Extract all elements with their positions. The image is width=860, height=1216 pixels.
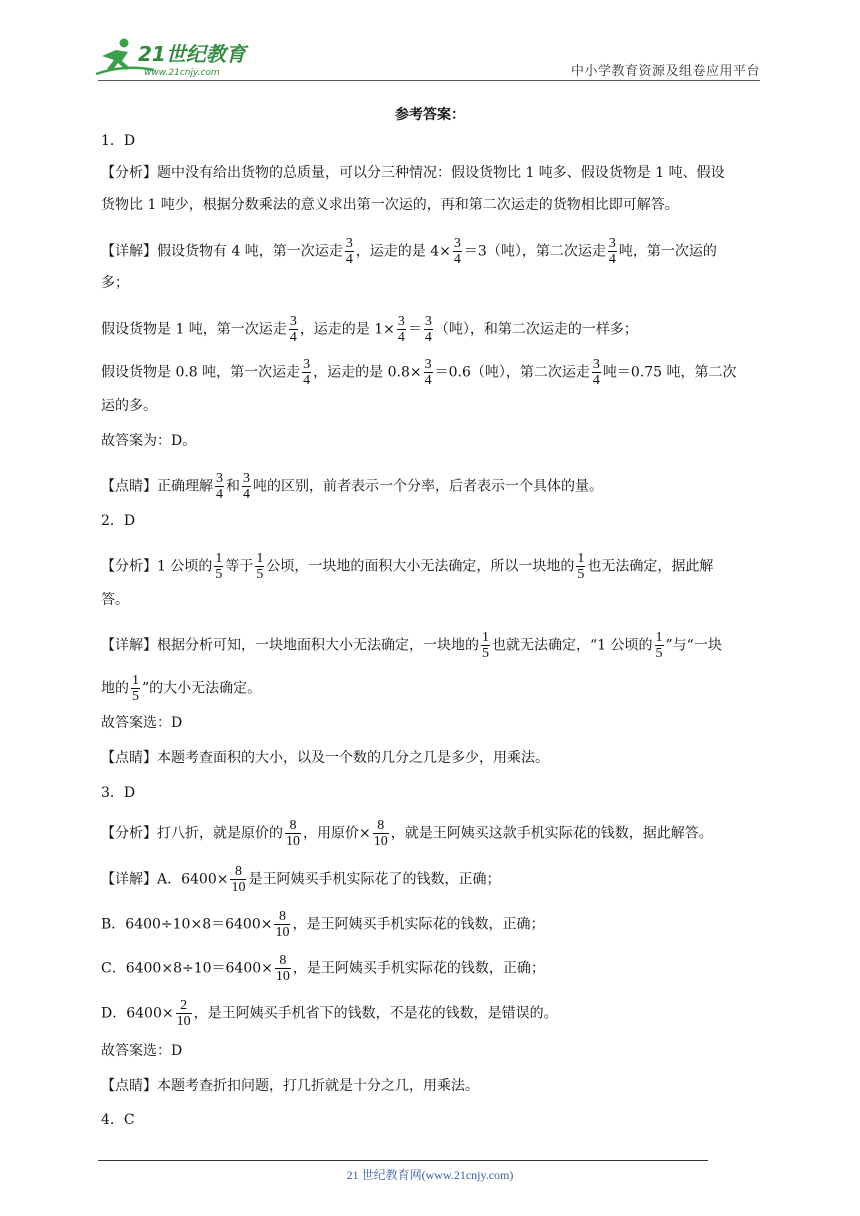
fraction: $\frac{3}{4}$ bbox=[424, 357, 432, 388]
fraction: $\frac{1}{5}$ bbox=[482, 630, 489, 661]
site-logo bbox=[94, 34, 264, 80]
q1-detail-3-cont: 运的多。 bbox=[101, 398, 157, 414]
fraction: $\frac{3}{4}$ bbox=[345, 236, 353, 267]
q2-detail: 【详解】根据分析可知，一块地面积大小无法确定，一块地的 $\frac{1}{5}$ 也就无法确定，“1 公顷的 $\frac{1}{5}$ ”与“一块 bbox=[101, 630, 722, 661]
q1-conclusion: 故答案为：D。 bbox=[101, 433, 197, 449]
q3-conclusion: 故答案选：D bbox=[101, 1043, 183, 1059]
fraction: $\frac{3}{4}$ bbox=[289, 314, 297, 345]
fraction: $\frac{1}{5}$ bbox=[655, 630, 663, 661]
fraction: $\frac{3}{4}$ bbox=[424, 314, 432, 345]
fraction: $\frac{3}{4}$ bbox=[216, 471, 223, 502]
fraction: $\frac{3}{4}$ bbox=[608, 236, 616, 267]
q3-detail-b: B．6400÷10×8＝6400× $\frac{8}{10}$ ，是王阿姨买手机实际花的钱数，正确； bbox=[101, 909, 545, 940]
fraction: $\frac{8}{10}$ bbox=[231, 864, 246, 895]
fraction: $\frac{1}{5}$ bbox=[577, 551, 585, 582]
q3-answer: 3．D bbox=[101, 785, 136, 801]
q3-key-point: 【点睛】本题考查折扣问题，打几折就是十分之几，用乘法。 bbox=[101, 1078, 479, 1094]
page-title: 参考答案： bbox=[395, 107, 465, 123]
header-platform-text: 中小学教育资源及组卷应用平台 bbox=[570, 64, 760, 79]
fraction: $\frac{8}{10}$ bbox=[275, 909, 290, 940]
q1-detail-1-cont: 多； bbox=[101, 275, 129, 291]
q1-detail-1: 【详解】假设货物有 4 吨，第一次运走 $\frac{3}{4}$ ，运走的是 4× $\frac{3}{4}$ ＝3（吨），第二次运走 $\frac{3}{4}$ 吨，第一次运的 bbox=[101, 236, 717, 267]
q2-key-point: 【点睛】本题考查面积的大小，以及一个数的几分之几是多少，用乘法。 bbox=[101, 750, 549, 766]
q2-conclusion: 故答案选：D bbox=[101, 715, 183, 731]
svg-text:21世纪教育: 21世纪教育 bbox=[138, 42, 246, 66]
fraction: $\frac{3}{4}$ bbox=[453, 236, 461, 267]
q1-detail-3: 假设货物是 0.8 吨，第一次运走 $\frac{3}{4}$ ，运走的是 0.8× $\frac{3}{4}$ ＝0.6（吨），第二次运走 $\frac{3}{4}$ 吨＝0.75 吨，第二次 bbox=[101, 357, 737, 388]
q3-detail-d: D．6400× $\frac{2}{10}$ ，是王阿姨买手机省下的钱数，不是花的钱数，是错误的。 bbox=[101, 998, 558, 1029]
q2-analysis: 【分析】1 公顷的 $\frac{1}{5}$ 等于 $\frac{1}{5}$ 公顷，一块地的面积大小无法确定，所以一块地的 $\frac{1}{5}$ 也无法确定，据此解 bbox=[101, 551, 714, 582]
q3-analysis: 【分析】打八折，就是原价的 $\frac{8}{10}$ ，用原价× $\frac{8}{10}$ ，就是王阿姨买这款手机实际花的钱数，据此解答。 bbox=[101, 818, 713, 849]
fraction: $\frac{1}{5}$ bbox=[215, 551, 223, 582]
q3-detail-a: 【详解】A．6400× $\frac{8}{10}$ 是王阿姨买手机实际花了的钱数，正确； bbox=[101, 864, 501, 895]
footer-divider bbox=[98, 1160, 708, 1161]
q1-answer: 1．D bbox=[101, 133, 136, 149]
fraction: $\frac{3}{4}$ bbox=[303, 357, 311, 388]
header-divider bbox=[98, 80, 760, 81]
fraction: $\frac{1}{5}$ bbox=[256, 551, 264, 582]
fraction: $\frac{3}{4}$ bbox=[243, 471, 250, 502]
svg-text:www.21cnjy.com: www.21cnjy.com bbox=[144, 68, 220, 78]
q2-analysis-cont: 答。 bbox=[101, 592, 129, 608]
fraction: $\frac{8}{10}$ bbox=[286, 818, 300, 849]
q1-analysis-cont: 货物比 1 吨少，根据分数乘法的意义求出第一次运的，再和第二次运走的货物相比即可解答。 bbox=[101, 197, 679, 213]
q2-answer: 2．D bbox=[101, 513, 136, 529]
fraction: $\frac{1}{5}$ bbox=[132, 673, 139, 704]
fraction: $\frac{2}{10}$ bbox=[176, 998, 191, 1029]
q1-key-point: 【点睛】正确理解 $\frac{3}{4}$ 和 $\frac{3}{4}$ 吨的区别，前者表示一个分率，后者表示一个具体的量。 bbox=[101, 471, 603, 502]
q1-detail-2: 假设货物是 1 吨，第一次运走 $\frac{3}{4}$ ，运走的是 1× $\frac{3}{4}$ ＝ $\frac{3}{4}$ （吨），和第二次运走的一样多； bbox=[101, 314, 638, 345]
footer-text[interactable]: 21 世纪教育网(www.21cnjy.com) bbox=[346, 1168, 514, 1182]
fraction: $\frac{3}{4}$ bbox=[592, 357, 600, 388]
fraction: $\frac{8}{10}$ bbox=[373, 818, 388, 849]
q2-detail-cont: 地的 $\frac{1}{5}$ ”的大小无法确定。 bbox=[101, 673, 262, 704]
fraction: $\frac{3}{4}$ bbox=[397, 314, 405, 345]
q4-answer: 4．C bbox=[101, 1112, 135, 1128]
fraction: $\frac{8}{10}$ bbox=[275, 953, 290, 984]
q3-detail-c: C．6400×8÷10＝6400× $\frac{8}{10}$ ，是王阿姨买手机实际花的钱数，正确； bbox=[101, 953, 545, 984]
q1-analysis: 【分析】题中没有给出货物的总质量，可以分三种情况：假设货物比 1 吨多、假设货物是 1 吨、假设 bbox=[101, 165, 725, 181]
